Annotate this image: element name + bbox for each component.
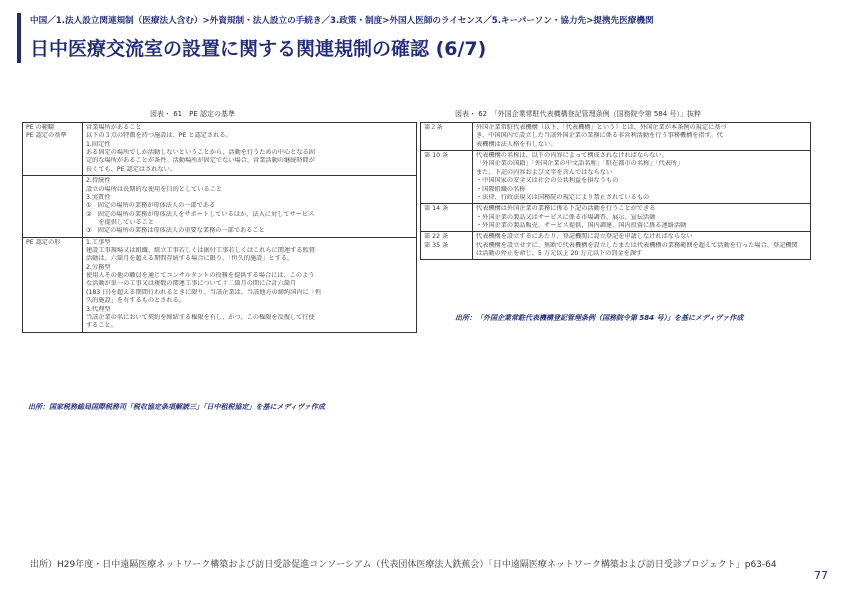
row-label: 第 35 条 [424,241,449,249]
row-content-line: 代表機構を設立せずに、無断で代表機構を設立したまたは代表機構の業務範囲を超えて活動を行った場合、登記機関 [476,241,798,249]
row-label-cell [23,237,83,332]
row-content-line: ① 固定の場所の業務が母体法人の一部である [86,202,216,210]
table-row [421,123,811,151]
row-content-line: 代表機構は外国企業の業務に係る下記の活動を行うことができる [476,205,656,213]
row-content-line: ・法律、行政法規又は国務院の規定により禁止されているもの [476,193,650,201]
row-content-line: 1.固定性 [86,140,111,148]
row-content-line: 2.労務型 [86,263,111,271]
row-content-line: ・外国企業の製品販売、サービス提供、国内調達、国内投資に係る連絡活動 [476,221,687,229]
table-row [421,151,811,204]
row-content-line: 外国企業常駐代表機構（以下、「代表機構」という）とは、外国企業が本条例の規定に基づ [476,124,727,131]
row-content-line: 代表機構の名称は、以下の内容によって構成されなければならない。 [476,152,668,160]
row-content-cell [83,237,417,332]
row-label-cell [23,123,83,176]
row-content-line: ・外国企業の製品又はサービスに係る市場調査、展示、宣伝活動 [476,213,656,221]
figure-61-source: 出所：国家税務総局国際税務司「税収協定条項解読三」「日中租税協定」を基にメディヴァ作成 [28,403,325,411]
row-content-line: 3.代理型 [86,305,111,313]
breadcrumb: 中国／1.法人設立関連規制（医療法人含む）>外資規制・法人設立の手続き／3.政策・制度>外国人医師のライセンス／5.キーパーソン・協力先>提携先医療機関 [30,16,654,26]
row-content-line: 3.実質性 [86,193,111,201]
footer-source: 出所）H29年度・日中遠隔医療ネットワーク構築および訪日受診促進コンソーシアム（代表団体医療法人鉄蕉会）「日中遠隔医療ネットワーク構築および訪日受診プロジェクト」p63-64 [30,560,777,570]
row-content-cell [473,232,811,260]
row-label-cell [421,123,473,151]
pe-criteria-table [22,122,417,333]
row-label: PE 認定の形 [26,238,61,246]
table-row [23,237,417,332]
table-row [23,123,417,176]
row-content-line: ・中国国家の安全又は社会の公共利益を損なうもの [476,177,619,185]
row-content-line: 2.持続性 [86,177,111,185]
row-content-line: 活動は、六箇月を超える期間存続する場合に限り、「恒久的施設」とする。 [86,255,294,263]
row-content-line: 以下の３点の特徴を持つ施設は、PE と認定される。 [86,132,232,140]
page-number: 77 [814,569,828,582]
row-label: 第 10 条 [424,152,449,160]
table-row [23,176,417,238]
row-content-line: な活動が単一の工事又は複数の関連工事について十二箇月の間に合計六箇月 [86,280,297,288]
row-content-cell [473,204,811,232]
row-content-line: き、中国国内で設立した当該外国企業の業務に係る非営利活動を行う事務機構を指す。代 [476,132,723,140]
row-content-line: 「外国企業の国籍」「外国企業の中文語名称」「駐在都市の名称」「代表所」 [476,160,684,168]
row-content-line: 長くても、PE 認定はされない。 [86,165,177,173]
row-content-line: 表機構は法人格を有しない。 [476,140,557,148]
row-content-line: 営業場所があること [86,124,142,131]
row-label: PE 認定の基準 [26,132,67,140]
row-content-line: すること。 [86,322,117,330]
row-label-cell [421,204,473,232]
row-content-line: は活動の停止を命じ、5 万元以上 20 万元以下の罰金を課す [476,250,643,258]
table-row [421,232,811,260]
title-accent-bar [17,13,21,63]
row-content-cell [473,151,811,204]
row-label: 第 14 条 [424,205,449,213]
row-content-line: 建設工事現場又は組織、組立工事若しくは据付工事若しくはこれらに関連する監督 [86,247,315,255]
row-content-line: 当該企業の名において契約を締結する権限を有し、かつ、この権限を反復して行使 [86,313,315,321]
row-content-line: 使用人その他の職員を通じてコンサルタントの役務を提供する場合には、このよう [86,272,315,280]
row-content-line: ある固定の場所でしか活動しないということから、活動を行うための中心となる固 [86,149,315,157]
representative-office-regulation-table [420,122,811,260]
figure-62-source: 出所：「外国企業常駐代表機構登記管理条例（国務院令第 584 号）」を基にメディヴァ作成 [455,314,744,322]
row-content-line: を提供していること [86,218,155,226]
page-title: 日中医療交流室の設置に関する関連規制の確認 (6/7) [30,38,487,60]
row-label: PE の範疇 [26,124,55,131]
row-content-line: ・国際組織の名称 [476,185,526,193]
row-content-line: 久的施設」を有するものとされる。 [86,297,185,305]
row-content-line: 定的な場所があることが条件。活動場所が固定でない場合、営業活動の継続時間が [86,157,315,165]
row-content-line: 設立の場所は長期的な使用を目的としていること [86,185,223,193]
row-label-cell [421,232,473,260]
row-content-cell [83,176,417,238]
figure-62-caption: 図表・ 62 「外国企業常駐代表機構登記管理条例（国務院令第 584 号）」抜粋 [455,110,701,118]
row-content-cell [83,123,417,176]
table-row [421,204,811,232]
row-content-line: また、下記の内容および文字を含んではならない [476,168,613,176]
row-label: 第２条 [424,124,443,131]
row-content-line: 1.工事型 [86,238,111,246]
row-content-line: ② 固定の場所の業務が母体法人をサポートしているほか、法人に対してサービス [86,210,315,218]
row-label-cell [23,176,83,238]
row-label-cell [421,151,473,204]
row-content-line: (183 日)を超える期間行われるときに限り、当該企業は、当該他方の締約国内に「恒 [86,288,322,296]
row-content-line: ③ 固定の場所の業務は母体法人の重要な業務の一部であること [86,227,265,235]
row-content-line: 代表機構を設立するにあたり、登記機関に設立登記を申請しなければならない [476,233,693,241]
row-label: 第 22 条 [424,233,449,241]
figure-61-caption: 図表・ 61 PE 認定の基準 [150,110,236,118]
row-content-cell [473,123,811,151]
